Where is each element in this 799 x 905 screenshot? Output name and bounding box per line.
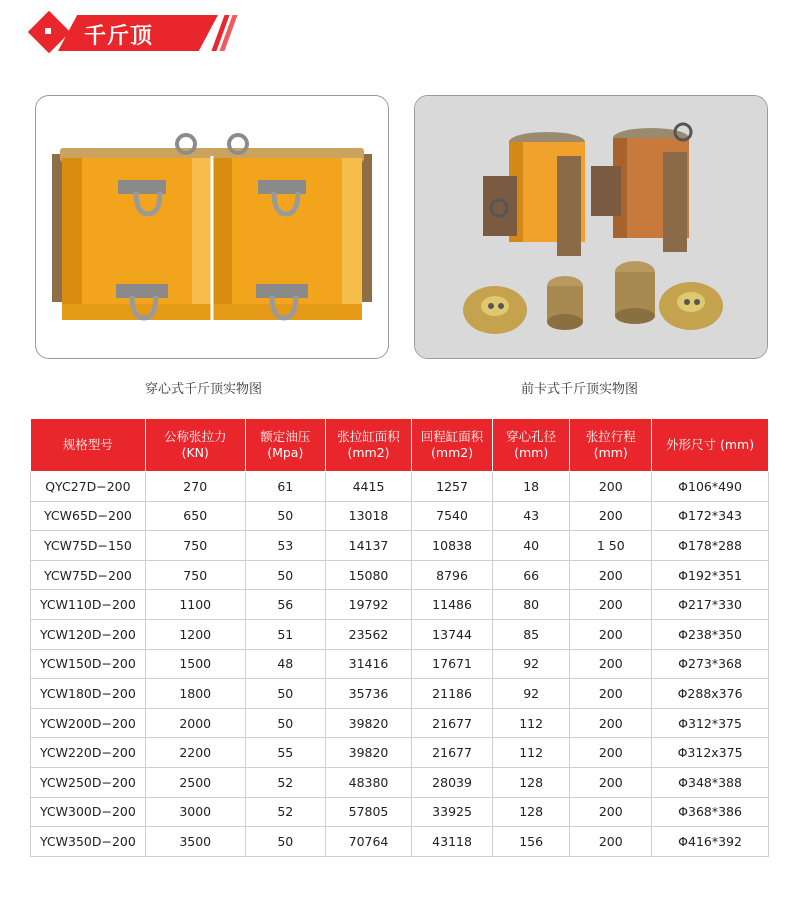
cell-tension-area: 39820 xyxy=(325,708,411,738)
cell-model: YCW300D−200 xyxy=(31,797,146,827)
header-stroke: 张拉行程 (mm) xyxy=(570,419,652,472)
cell-rated-pressure: 52 xyxy=(245,767,325,797)
cell-return-area: 21677 xyxy=(412,708,493,738)
cell-nominal-force: 3500 xyxy=(145,827,245,857)
cell-bore: 43 xyxy=(493,501,570,531)
photo-through-center-jack xyxy=(35,95,389,359)
cell-rated-pressure: 50 xyxy=(245,827,325,857)
table-row xyxy=(31,738,769,768)
cell-bore: 85 xyxy=(493,619,570,649)
cell-return-area: 11486 xyxy=(412,590,493,620)
photo-caption-left: 穿心式千斤顶实物图 xyxy=(145,382,263,397)
cell-dimensions: Φ288x376 xyxy=(652,679,769,709)
table-row xyxy=(31,797,769,827)
header-return-cylinder-area: 回程缸面积 (mm2) xyxy=(412,419,493,472)
table-row xyxy=(31,472,769,502)
cell-stroke: 200 xyxy=(570,649,652,679)
cell-stroke: 200 xyxy=(570,560,652,590)
cell-stroke: 200 xyxy=(570,827,652,857)
cell-rated-pressure: 50 xyxy=(245,679,325,709)
cell-model: YCW65D−200 xyxy=(31,501,146,531)
jack-illustration xyxy=(36,96,388,358)
cell-model: YCW220D−200 xyxy=(31,738,146,768)
table-row xyxy=(31,560,769,590)
cell-stroke: 200 xyxy=(570,708,652,738)
table-row xyxy=(31,767,769,797)
cell-model: YCW200D−200 xyxy=(31,708,146,738)
header-rated-pressure: 额定油压 (Mpa) xyxy=(245,419,325,472)
page-title: 千斤顶 xyxy=(84,24,154,49)
cell-dimensions: Φ172*343 xyxy=(652,501,769,531)
cell-stroke: 200 xyxy=(570,767,652,797)
cell-rated-pressure: 51 xyxy=(245,619,325,649)
cell-stroke: 200 xyxy=(570,501,652,531)
header-model: 规格型号 xyxy=(31,419,146,472)
cell-return-area: 21186 xyxy=(412,679,493,709)
cell-model: YCW180D−200 xyxy=(31,679,146,709)
cell-return-area: 28039 xyxy=(412,767,493,797)
cell-model: QYC27D−200 xyxy=(31,472,146,502)
cell-stroke: 200 xyxy=(570,738,652,768)
cell-nominal-force: 3000 xyxy=(145,797,245,827)
cell-tension-area: 15080 xyxy=(325,560,411,590)
header-tension-cylinder-area: 张拉缸面积 (mm2) xyxy=(325,419,411,472)
jack-illustration xyxy=(415,96,767,358)
cell-return-area: 10838 xyxy=(412,531,493,561)
cell-return-area: 21677 xyxy=(412,738,493,768)
cell-rated-pressure: 53 xyxy=(245,531,325,561)
cell-model: YCW350D−200 xyxy=(31,827,146,857)
cell-rated-pressure: 50 xyxy=(245,501,325,531)
cell-dimensions: Φ312x375 xyxy=(652,738,769,768)
cell-nominal-force: 750 xyxy=(145,531,245,561)
diamond-dot xyxy=(45,28,51,34)
cell-tension-area: 57805 xyxy=(325,797,411,827)
cell-bore: 92 xyxy=(493,649,570,679)
cell-dimensions: Φ273*368 xyxy=(652,649,769,679)
table-row xyxy=(31,649,769,679)
cell-nominal-force: 2000 xyxy=(145,708,245,738)
header-nominal-force: 公称张拉力 (KN) xyxy=(145,419,245,472)
cell-dimensions: Φ106*490 xyxy=(652,472,769,502)
cell-nominal-force: 1200 xyxy=(145,619,245,649)
cell-nominal-force: 1500 xyxy=(145,649,245,679)
cell-return-area: 33925 xyxy=(412,797,493,827)
cell-dimensions: Φ192*351 xyxy=(652,560,769,590)
cell-model: YCW150D−200 xyxy=(31,649,146,679)
spec-table xyxy=(30,418,769,857)
cell-dimensions: Φ238*350 xyxy=(652,619,769,649)
table-body xyxy=(31,472,769,857)
cell-model: YCW75D−150 xyxy=(31,531,146,561)
cell-dimensions: Φ178*288 xyxy=(652,531,769,561)
cell-nominal-force: 750 xyxy=(145,560,245,590)
cell-dimensions: Φ416*392 xyxy=(652,827,769,857)
cell-bore: 156 xyxy=(493,827,570,857)
cell-rated-pressure: 52 xyxy=(245,797,325,827)
cell-nominal-force: 2200 xyxy=(145,738,245,768)
cell-rated-pressure: 61 xyxy=(245,472,325,502)
cell-stroke: 200 xyxy=(570,472,652,502)
cell-nominal-force: 270 xyxy=(145,472,245,502)
cell-tension-area: 13018 xyxy=(325,501,411,531)
cell-dimensions: Φ217*330 xyxy=(652,590,769,620)
cell-bore: 128 xyxy=(493,767,570,797)
cell-dimensions: Φ368*386 xyxy=(652,797,769,827)
cell-rated-pressure: 50 xyxy=(245,708,325,738)
cell-return-area: 17671 xyxy=(412,649,493,679)
cell-model: YCW250D−200 xyxy=(31,767,146,797)
section-title-banner xyxy=(30,13,230,53)
cell-stroke: 200 xyxy=(570,797,652,827)
cell-return-area: 1257 xyxy=(412,472,493,502)
cell-tension-area: 70764 xyxy=(325,827,411,857)
cell-return-area: 8796 xyxy=(412,560,493,590)
cell-tension-area: 4415 xyxy=(325,472,411,502)
cell-model: YCW110D−200 xyxy=(31,590,146,620)
cell-bore: 40 xyxy=(493,531,570,561)
cell-tension-area: 48380 xyxy=(325,767,411,797)
cell-return-area: 7540 xyxy=(412,501,493,531)
cell-nominal-force: 1800 xyxy=(145,679,245,709)
header-bore-diameter: 穿心孔径 (mm) xyxy=(493,419,570,472)
cell-bore: 92 xyxy=(493,679,570,709)
cell-stroke: 200 xyxy=(570,619,652,649)
table-row xyxy=(31,827,769,857)
cell-tension-area: 19792 xyxy=(325,590,411,620)
table-header-row xyxy=(31,419,769,472)
table-row xyxy=(31,501,769,531)
cell-stroke: 1 50 xyxy=(570,531,652,561)
cell-tension-area: 31416 xyxy=(325,649,411,679)
cell-return-area: 13744 xyxy=(412,619,493,649)
cell-stroke: 200 xyxy=(570,590,652,620)
table-row xyxy=(31,590,769,620)
cell-nominal-force: 1100 xyxy=(145,590,245,620)
cell-bore: 128 xyxy=(493,797,570,827)
table-row xyxy=(31,531,769,561)
table-row xyxy=(31,708,769,738)
table-row xyxy=(31,619,769,649)
photo-front-clamp-jack xyxy=(414,95,768,359)
cell-dimensions: Φ348*388 xyxy=(652,767,769,797)
cell-model: YCW120D−200 xyxy=(31,619,146,649)
cell-bore: 18 xyxy=(493,472,570,502)
cell-return-area: 43118 xyxy=(412,827,493,857)
table-row xyxy=(31,679,769,709)
cell-bore: 80 xyxy=(493,590,570,620)
cell-rated-pressure: 55 xyxy=(245,738,325,768)
cell-rated-pressure: 56 xyxy=(245,590,325,620)
cell-tension-area: 23562 xyxy=(325,619,411,649)
cell-tension-area: 35736 xyxy=(325,679,411,709)
photo-caption-right: 前卡式千斤顶实物图 xyxy=(521,382,639,397)
cell-rated-pressure: 50 xyxy=(245,560,325,590)
cell-nominal-force: 2500 xyxy=(145,767,245,797)
cell-bore: 112 xyxy=(493,708,570,738)
cell-rated-pressure: 48 xyxy=(245,649,325,679)
header-dimensions: 外形尺寸 (mm) xyxy=(652,419,769,472)
cell-tension-area: 39820 xyxy=(325,738,411,768)
cell-model: YCW75D−200 xyxy=(31,560,146,590)
cell-nominal-force: 650 xyxy=(145,501,245,531)
cell-tension-area: 14137 xyxy=(325,531,411,561)
cell-dimensions: Φ312*375 xyxy=(652,708,769,738)
cell-stroke: 200 xyxy=(570,679,652,709)
cell-bore: 112 xyxy=(493,738,570,768)
cell-bore: 66 xyxy=(493,560,570,590)
